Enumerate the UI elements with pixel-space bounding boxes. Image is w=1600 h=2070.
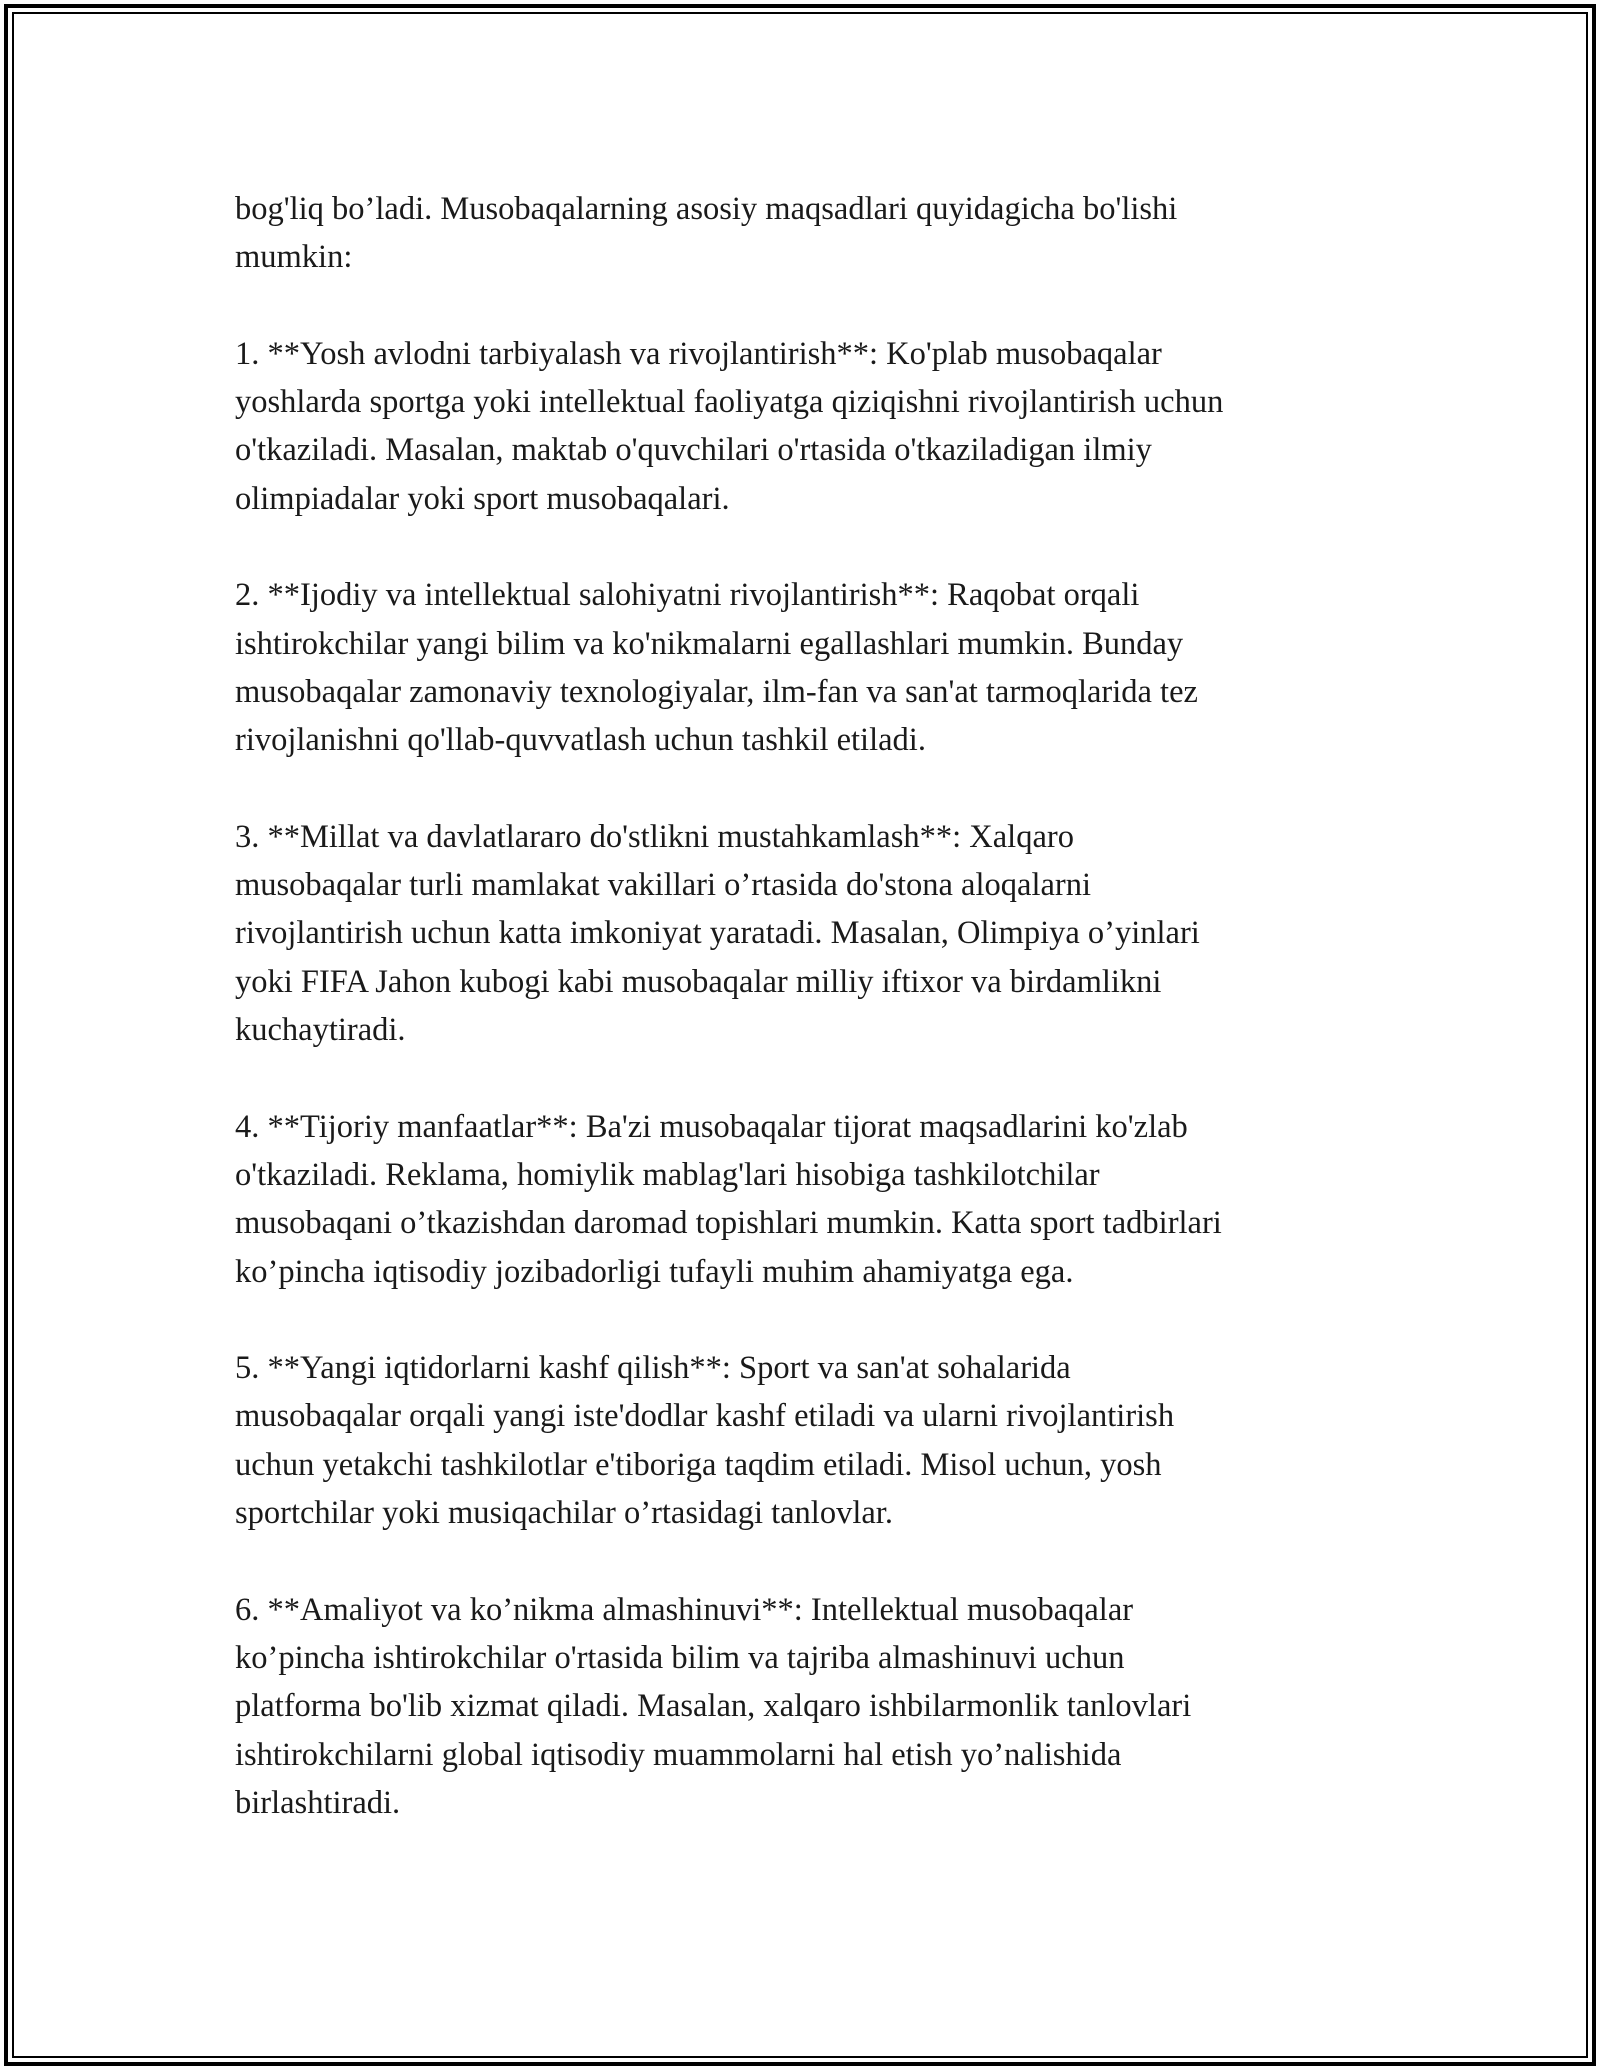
document-body [235,185,1365,1827]
list-item-5: 5. **Yangi iqtidorlarni kashf qilish**: Sport va san'at sohalarida musobaqalar orqali yangi iste'dodlar kashf etiladi va ularni rivojlantirish uchun yetakchi tashkilotlar e'tiboriga taqdim etiladi. Misol uchun, yosh sportchilar yoki musiqachilar o’rtasidagi tanlovlar. [235,1350,1175,1532]
intro-paragraph: bog'liq bo’ladi. Musobaqalarning asosiy maqsadlari quyidagicha bo'lishi mumkin: [235,191,1178,276]
list-item-1: 1. **Yosh avlodni tarbiyalash va rivojlantirish**: Ko'plab musobaqalar yoshlarda sportga yoki intellektual faoliyatga qiziqishni rivojlantirish uchun o'tkaziladi. Masalan, maktab o'quvchilari o'rtasida o'tkaziladigan ilmiy olimpiadalar yoki sport musobaqalari. [235,335,1224,517]
list-item-3: 3. **Millat va davlatlararo do'stlikni mustahkamlash**: Xalqaro musobaqalar turli mamlakat vakillari o’rtasida do'stona aloqalarni rivojlantirish uchun katta imkoniyat yaratadi. Masalan, Olimpiya o’yinlari yoki FIFA Jahon kubogi kabi musobaqalar milliy iftixor va birdamlikni kuchaytiradi. [235,818,1200,1049]
list-item-4: 4. **Tijoriy manfaatlar**: Ba'zi musobaqalar tijorat maqsadlarini ko'zlab o'tkaziladi. Reklama, homiylik mablag'lari hisobiga tashkilotchilar musobaqani o’tkazishdan daromad topishlari mumkin. Katta sport tadbirlari ko’pincha iqtisodiy jozibadorligi tufayli muhim ahamiyatga ega. [235,1108,1222,1290]
list-item-2: 2. **Ijodiy va intellektual salohiyatni rivojlantirish**: Raqobat orqali ishtirokchilar yangi bilim va ko'nikmalarni egallashlari mumkin. Bunday musobaqalar zamonaviy texnologiyalar, ilm-fan va san'at tarmoqlarida tez rivojlanishni qo'llab-quvvatlash uchun tashkil etiladi. [235,577,1198,759]
list-item-6: 6. **Amaliyot va ko’nikma almashinuvi**: Intellektual musobaqalar ko’pincha ishtirokchilar o'rtasida bilim va tajriba almashinuvi uchun platforma bo'lib xizmat qiladi. Masalan, xalqaro ishbilarmonlik tanlovlari ishtirokchilarni global iqtisodiy muammolarni hal etish yo’nalishida birlashtiradi. [235,1591,1192,1821]
